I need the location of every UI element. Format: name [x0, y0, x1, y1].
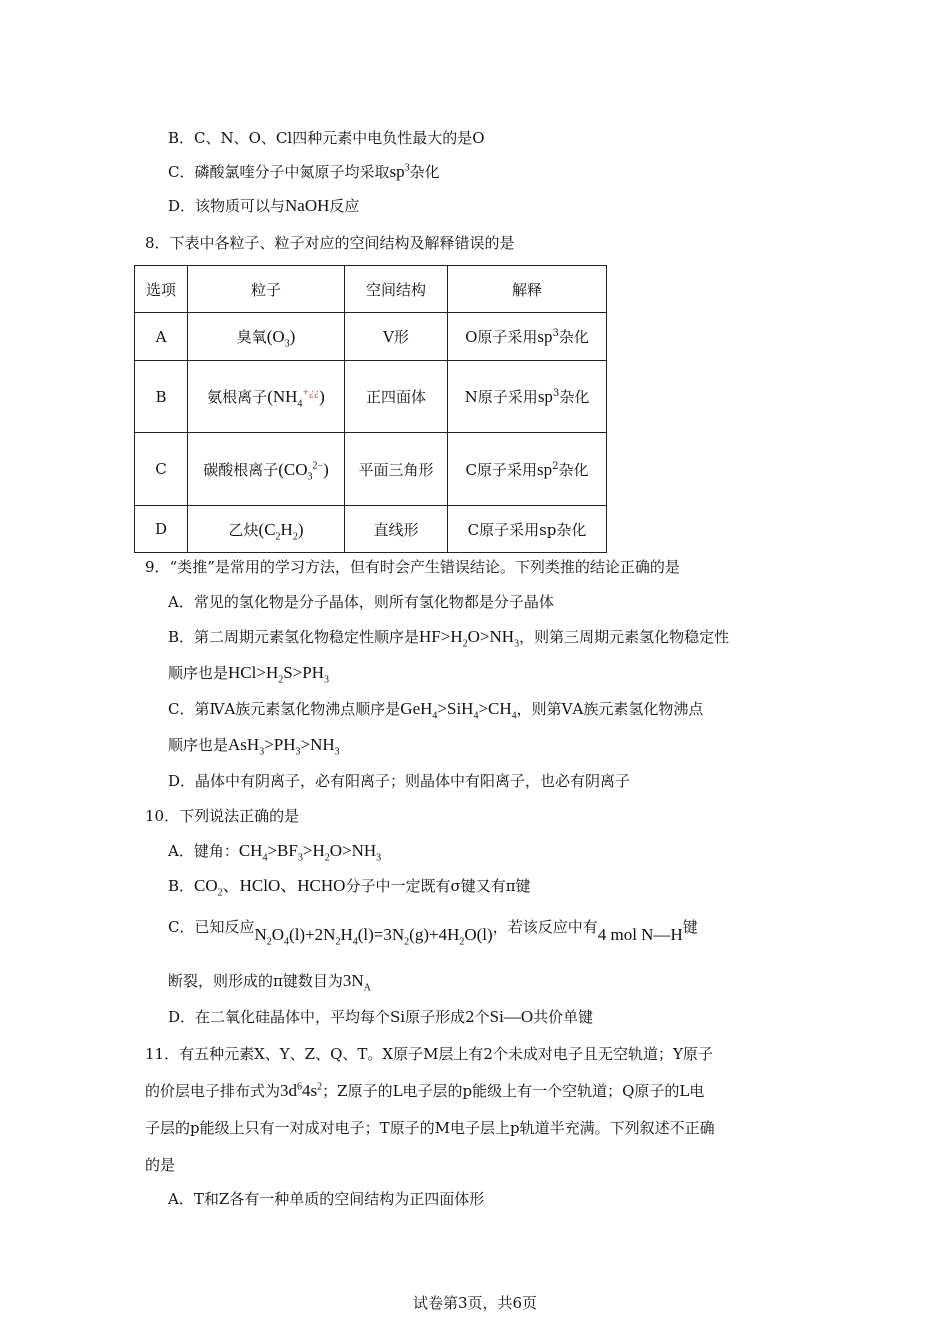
table-header-cell: 粒子	[188, 266, 345, 313]
q10-option-a: A．键角：$CH_4>BF_3>H_2O>NH_3$	[168, 841, 382, 864]
page-footer: 试卷第3页，共6页	[412, 1294, 538, 1312]
table-header-cell: 选项	[135, 266, 188, 313]
table-cell: C	[135, 433, 188, 506]
q7-option-b: B．C、N、O、Cl四种元素中电负性最大的是O	[168, 129, 485, 147]
q11-line-4: 的是	[145, 1156, 176, 1174]
table-cell: 直线形	[345, 506, 448, 553]
table-row	[135, 506, 607, 553]
table-cell: B	[135, 361, 188, 433]
table-cell: 臭氧$(O_3)$	[188, 313, 345, 361]
q9-option-a: A．常见的氢化物是分子晶体，则所有氢化物都是分子晶体	[168, 593, 554, 611]
q11-option-a: A．T和Z各有一种单质的空间结构为正四面体形	[168, 1190, 485, 1208]
table-cell: 碳酸根离子$(CO_3^{2-})$	[188, 433, 345, 506]
table-cell: 氨根离子$(NH_4^{+¿¿})$	[188, 361, 345, 433]
table-header-cell: 空间结构	[345, 266, 448, 313]
table-cell: 平面三角形	[345, 433, 448, 506]
q11-line-2: 的价层电子排布式为$3d^64s^2$；Z原子的L电子层的p能级上有一个空轨道；Q原子的L电	[145, 1081, 705, 1100]
q11-line-1: 11．有五种元素X、Y、Z、Q、T。X原子M层上有2个未成对电子且无空轨道；Y原子	[145, 1045, 713, 1063]
q10-option-d: D．在二氧化硅晶体中，平均每个Si原子形成2个Si—O共价单键	[168, 1007, 594, 1026]
q10-stem: 10．下列说法正确的是	[145, 807, 300, 825]
q10-option-c-cont: 断裂，则形成的π键数目为$3N_A$	[168, 971, 371, 994]
table-cell: D	[135, 506, 188, 553]
q7-option-c: C．磷酸氯喹分子中氮原子均采取$sp^3$杂化	[168, 162, 440, 181]
table-cell: C原子采用sp杂化	[448, 506, 607, 553]
q9-stem: 9．“类推”是常用的学习方法，但有时会产生错误结论。下列类推的结论正确的是	[145, 558, 680, 576]
q8-table	[134, 265, 607, 553]
q9-option-c-cont: 顺序也是$AsH_3>PH_3>NH_3$	[168, 735, 340, 758]
table-cell: V形	[345, 313, 448, 361]
q8-stem: 8．下表中各粒子、粒子对应的空间结构及解释错误的是	[145, 234, 515, 252]
q11-line-3: 子层的p能级上只有一对成对电子；T原子的M电子层上p轨道半充满。下列叙述不正确	[145, 1119, 715, 1137]
q10-option-c: C．已知反应$N_2O_4(l)+2N_2H_4(l)=3N_2(g)+4H_2O(l)$，若该反应中有4 mol N—H键	[168, 918, 698, 948]
table-cell: C原子采用$sp^2$杂化	[448, 433, 607, 506]
table-cell: N原子采用$sp^3$杂化	[448, 361, 607, 433]
q10-option-b: B．$CO_2$、HClO、HCHO分子中一定既有σ键又有π键	[168, 876, 531, 899]
table-row	[135, 361, 607, 433]
q9-option-c: C．第ⅣA族元素氢化物沸点顺序是$GeH_4>SiH_4>CH_4$，则第ⅤA族元素氢化物沸点	[168, 699, 704, 722]
table-cell: O原子采用$sp^3$杂化	[448, 313, 607, 361]
q7-option-d-end: 反应	[329, 197, 360, 215]
table-header-cell: 解释	[448, 266, 607, 313]
q9-option-d: D．晶体中有阴离子，必有阳离子；则晶体中有阳离子，也必有阴离子	[168, 772, 631, 790]
q7-option-c-end: 杂化	[409, 163, 440, 181]
table-header-row	[135, 266, 607, 313]
table-cell: A	[135, 313, 188, 361]
q7-option-d	[168, 195, 359, 217]
q9-option-b-cont: 顺序也是$HCl>H_2S>PH_3$	[168, 663, 329, 686]
q7-option-d-text: D．该物质可以与	[168, 197, 286, 215]
table-cell: 乙炔$(C_2H_2)$	[188, 506, 345, 553]
table-row	[135, 433, 607, 506]
table-cell: 正四面体	[345, 361, 448, 433]
q7-option-d-formula: NaOH	[285, 196, 330, 215]
q7-option-c-text: C．磷酸氯喹分子中氮原子均采取	[168, 163, 390, 181]
q9-option-b: B．第二周期元素氢化物稳定性顺序是$HF>H_2O>NH_3$，则第三周期元素氢化物稳定性	[168, 627, 730, 650]
table-row	[135, 313, 607, 361]
